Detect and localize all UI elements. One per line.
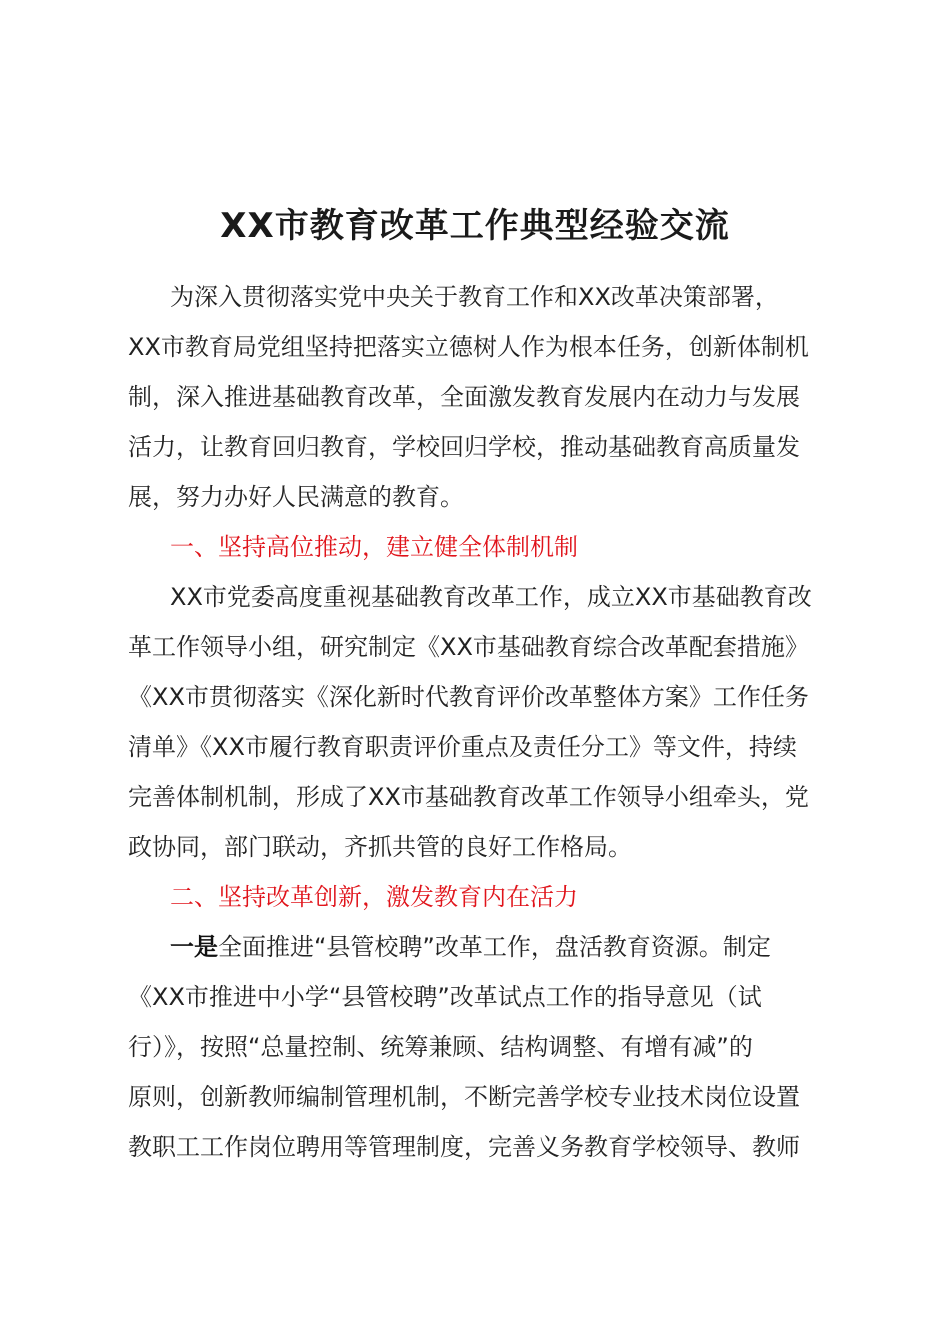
paragraph-line xyxy=(0,722,950,772)
paragraph-line xyxy=(0,922,950,972)
paragraph-line xyxy=(0,372,950,422)
paragraph-text: 原则，创新教师编制管理机制，不断完善学校专业技术岗位设置 xyxy=(128,1083,800,1111)
paragraph-line xyxy=(0,1072,950,1122)
paragraph-line xyxy=(0,622,950,672)
paragraph-text xyxy=(170,922,771,972)
paragraph-text: 《XX市贯彻落实《深化新时代教育评价改革整体方案》工作任务 xyxy=(128,683,809,711)
paragraph-text: 为深入贯彻落实党中央关于教育工作和XX改革决策部署， xyxy=(170,283,779,311)
paragraph-text: 展，努力办好人民满意的教育。 xyxy=(128,483,464,511)
paragraph-line xyxy=(0,472,950,522)
paragraph-text: 制，深入推进基础教育改革，全面激发教育发展内在动力与发展 xyxy=(128,383,800,411)
section-heading xyxy=(0,522,950,572)
bold-lead-text: 一是 xyxy=(170,933,218,961)
paragraph-text: 政协同，部门联动，齐抓共管的良好工作格局。 xyxy=(128,833,632,861)
paragraph-text: 行）》，按照“总量控制、统筹兼顾、结构调整、有增有减”的 xyxy=(128,1033,753,1061)
paragraph-text: 革工作领导小组，研究制定《XX市基础教育综合改革配套措施》 xyxy=(128,633,809,661)
paragraph-text: XX市党委高度重视基础教育改革工作，成立XX市基础教育改 xyxy=(170,583,812,611)
paragraph-line xyxy=(0,1022,950,1072)
paragraph-line xyxy=(0,422,950,472)
paragraph-text: 清单》《XX市履行教育职责评价重点及责任分工》等文件，持续 xyxy=(128,733,797,761)
paragraph-line xyxy=(0,322,950,372)
section-heading-text: 二、坚持改革创新，激发教育内在活力 xyxy=(170,883,578,911)
document-body xyxy=(0,272,950,1172)
paragraph-line xyxy=(0,822,950,872)
paragraph-text: 《XX市推进中小学“县管校聘”改革试点工作的指导意见（试 xyxy=(128,983,762,1011)
section-heading xyxy=(0,872,950,922)
paragraph-line xyxy=(0,1122,950,1172)
paragraph-text: XX市教育局党组坚持把落实立德树人作为根本任务，创新体制机 xyxy=(128,333,809,361)
paragraph-line xyxy=(0,572,950,622)
paragraph-line xyxy=(0,272,950,322)
paragraph-line xyxy=(0,772,950,822)
document-title: XX市教育改革工作典型经验交流 xyxy=(220,206,730,246)
paragraph-text: 完善体制机制，形成了XX市基础教育改革工作领导小组牵头，党 xyxy=(128,783,809,811)
paragraph-line xyxy=(0,972,950,1022)
paragraph-text: 活力，让教育回归教育，学校回归学校，推动基础教育高质量发 xyxy=(128,433,800,461)
paragraph-line xyxy=(0,672,950,722)
section-heading-text: 一、坚持高位推动，建立健全体制机制 xyxy=(170,533,578,561)
paragraph-text: 教职工工作岗位聘用等管理制度，完善义务教育学校领导、教师 xyxy=(128,1133,800,1161)
paragraph-text-rest: 全面推进“县管校聘”改革工作，盘活教育资源。制定 xyxy=(218,933,771,961)
